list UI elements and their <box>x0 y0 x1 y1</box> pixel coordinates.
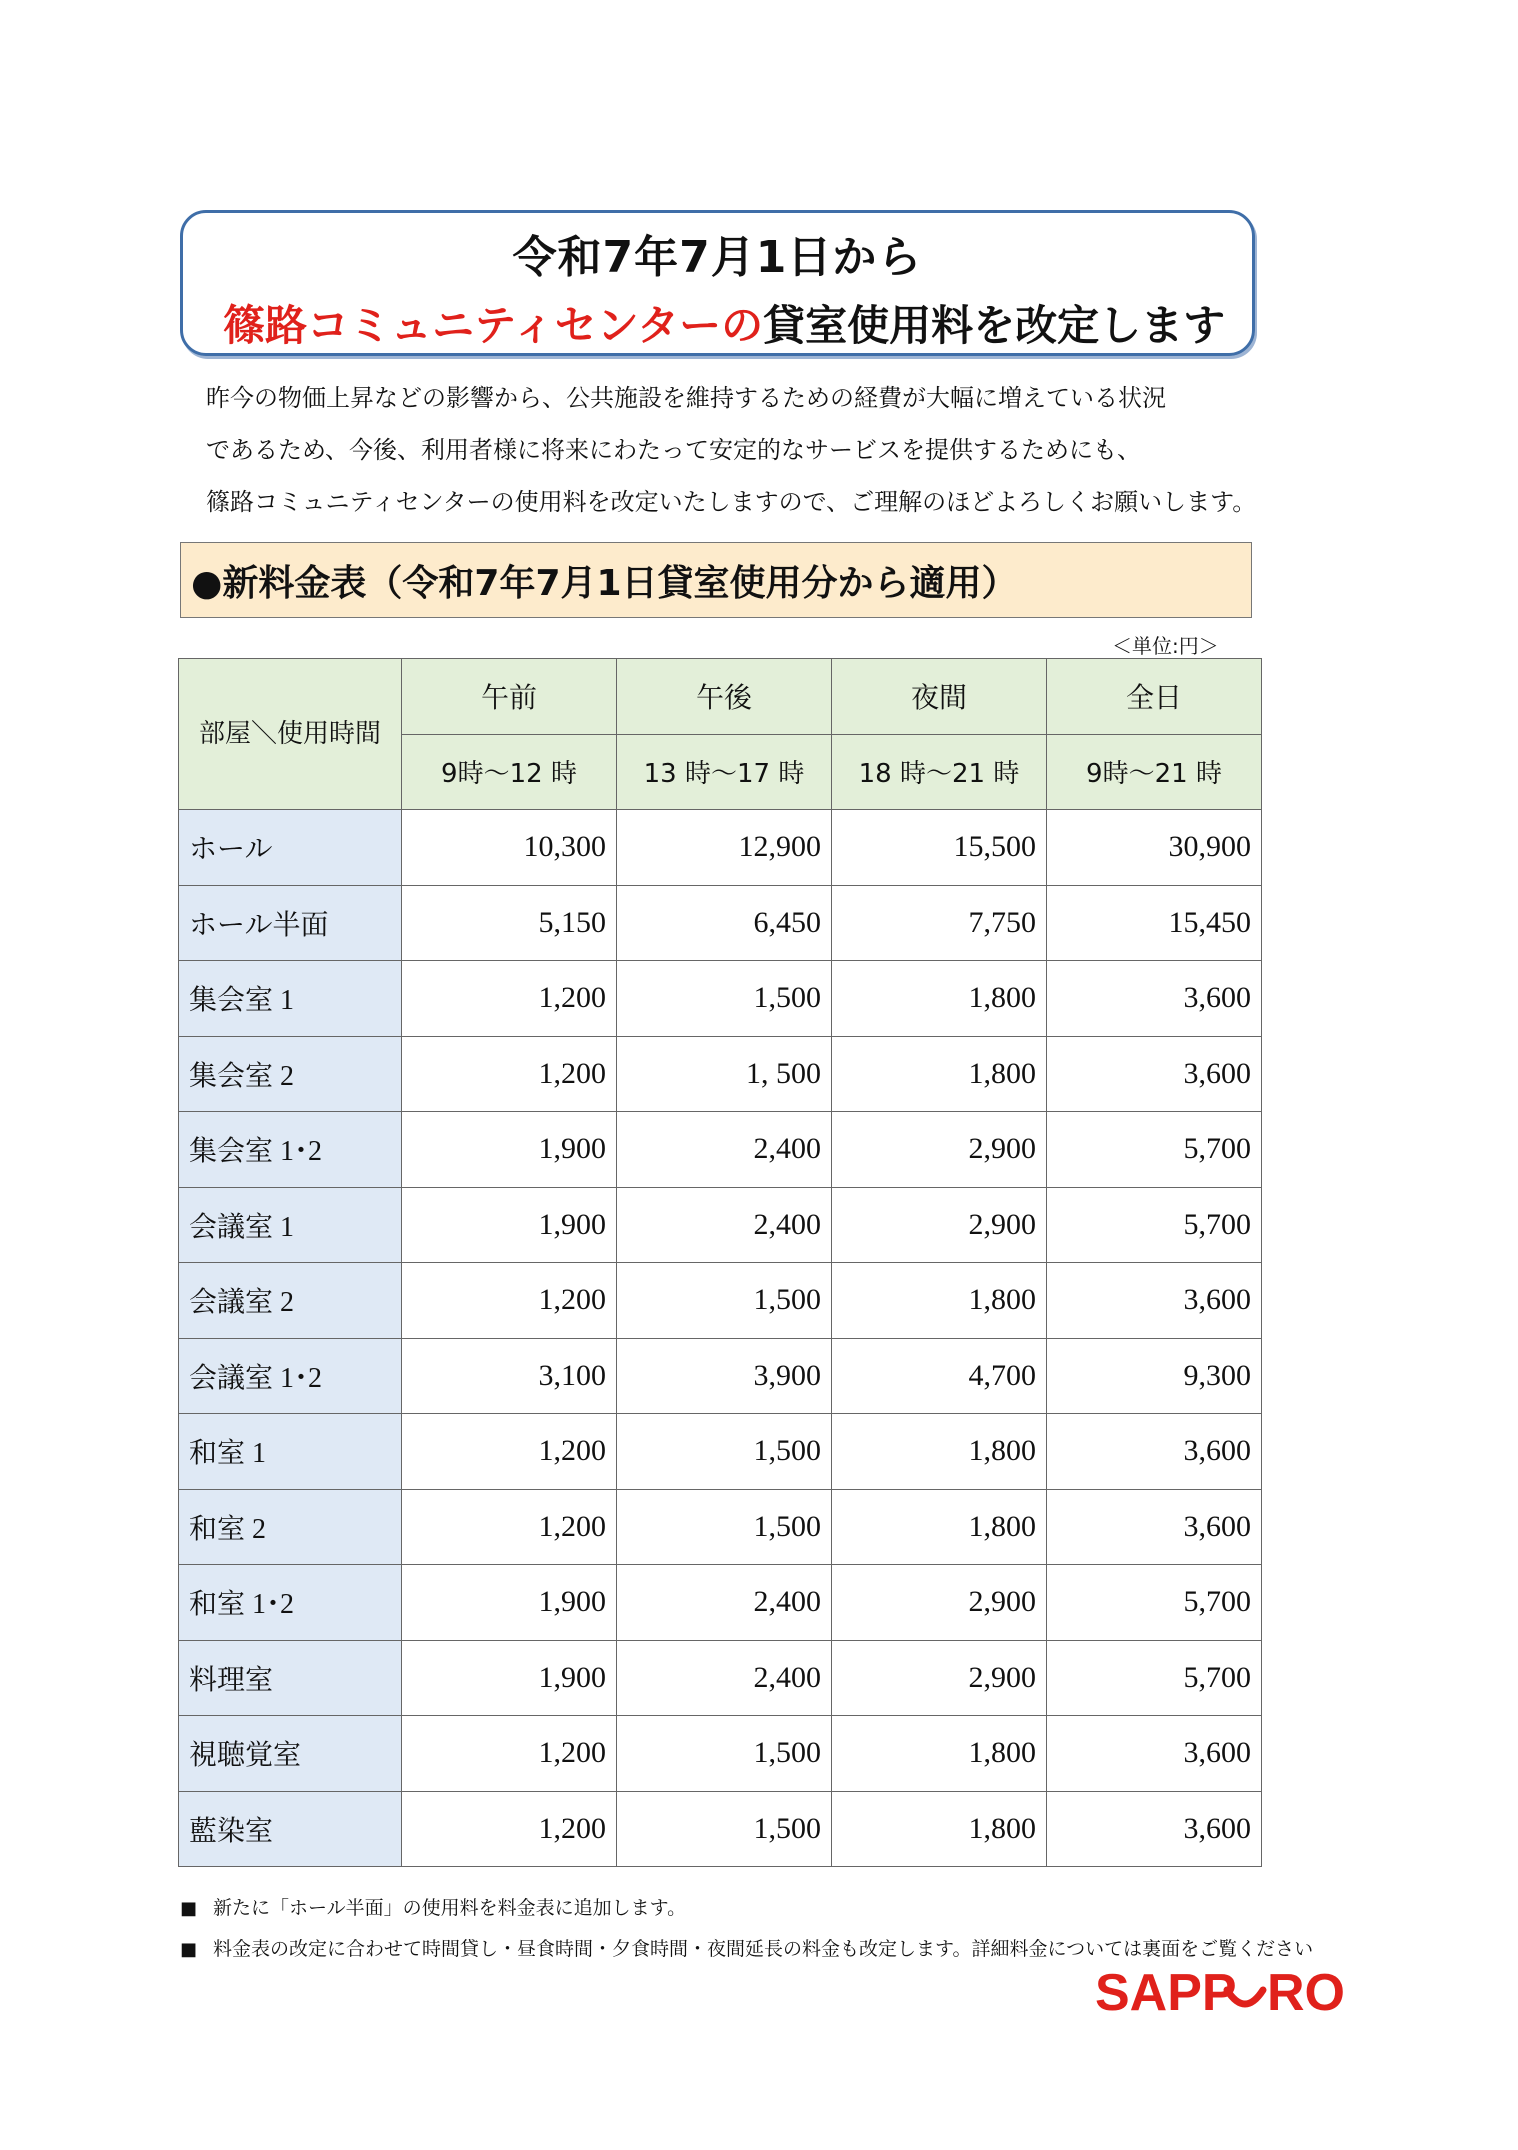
room-name-cell: 会議室 1･2 <box>179 1338 402 1414</box>
fee-cell: 1,500 <box>617 961 832 1037</box>
title-main <box>223 293 1225 353</box>
fee-cell: 1,500 <box>617 1414 832 1490</box>
fee-cell: 2,900 <box>832 1640 1047 1716</box>
fee-cell: 15,450 <box>1047 885 1262 961</box>
room-name-cell: 会議室 1 <box>179 1187 402 1263</box>
fee-cell: 1,200 <box>402 961 617 1037</box>
fee-cell: 1,200 <box>402 1036 617 1112</box>
time-header: 13 時～17 時 <box>617 734 832 810</box>
fee-cell: 5,150 <box>402 885 617 961</box>
table-row <box>179 1716 1262 1792</box>
corner-header: 部屋＼使用時間 <box>179 659 402 810</box>
room-name-cell: 会議室 2 <box>179 1263 402 1339</box>
fee-cell: 1,900 <box>402 1640 617 1716</box>
room-name-cell: 集会室 1･2 <box>179 1112 402 1188</box>
unit-note: ＜単位:円＞ <box>1112 634 1219 658</box>
svg-text:SAPP: SAPP <box>1095 1964 1237 2022</box>
table-row <box>179 885 1262 961</box>
fee-cell: 1,800 <box>832 1489 1047 1565</box>
title-action: 貸室使用料を改定します <box>763 301 1226 350</box>
fee-cell: 1,500 <box>617 1716 832 1792</box>
table-row <box>179 1263 1262 1339</box>
time-header: 9時～12 時 <box>402 734 617 810</box>
fee-cell: 3,600 <box>1047 1036 1262 1112</box>
period-header: 夜間 <box>832 659 1047 735</box>
fee-cell: 10,300 <box>402 810 617 886</box>
fee-cell: 1,200 <box>402 1716 617 1792</box>
intro-line: 篠路コミュニティセンターの使用料を改定いたしますので、ご理解のほどよろしくお願いします。 <box>206 488 1257 516</box>
fee-cell: 1,800 <box>832 1414 1047 1490</box>
intro-line: 昨今の物価上昇などの影響から、公共施設を維持するための経費が大幅に増えている状況 <box>206 384 1166 412</box>
room-name-cell: 集会室 1 <box>179 961 402 1037</box>
note-text: 料金表の改定に合わせて時間貸し・昼食時間・夕食時間・夜間延長の料金も改定します。詳細料金については裏面をご覧ください <box>213 1938 1314 1960</box>
fee-cell: 15,500 <box>832 810 1047 886</box>
square-bullet-icon: ■ <box>180 1939 198 1960</box>
fee-cell: 3,600 <box>1047 1263 1262 1339</box>
table-row <box>179 1640 1262 1716</box>
title-date: 令和7年7月1日から <box>512 232 923 283</box>
fee-cell: 1,800 <box>832 1036 1047 1112</box>
fee-cell: 1,800 <box>832 961 1047 1037</box>
table-row <box>179 1791 1262 1867</box>
fee-table-body <box>179 810 1262 1867</box>
fee-cell: 2,400 <box>617 1640 832 1716</box>
fee-cell: 1,800 <box>832 1263 1047 1339</box>
fee-cell: 1,200 <box>402 1414 617 1490</box>
fee-cell: 1,800 <box>832 1791 1047 1867</box>
room-name-cell: 視聴覚室 <box>179 1716 402 1792</box>
room-name-cell: 集会室 2 <box>179 1036 402 1112</box>
table-row <box>179 1414 1262 1490</box>
table-row <box>179 1338 1262 1414</box>
fee-cell: 6,450 <box>617 885 832 961</box>
fee-cell: 9,300 <box>1047 1338 1262 1414</box>
fee-cell: 7,750 <box>832 885 1047 961</box>
room-name-cell: ホール <box>179 810 402 886</box>
fee-cell: 2,900 <box>832 1187 1047 1263</box>
fee-cell: 1,500 <box>617 1263 832 1339</box>
fee-cell: 1,200 <box>402 1791 617 1867</box>
room-name-cell: 藍染室 <box>179 1791 402 1867</box>
room-name-cell: ホール半面 <box>179 885 402 961</box>
fee-cell: 3,100 <box>402 1338 617 1414</box>
note-text: 新たに「ホール半面」の使用料を料金表に追加します。 <box>213 1897 687 1919</box>
fee-cell: 2,900 <box>832 1112 1047 1188</box>
fee-cell: 3,600 <box>1047 1489 1262 1565</box>
table-row <box>179 810 1262 886</box>
room-name-cell: 和室 1 <box>179 1414 402 1490</box>
fee-cell: 5,700 <box>1047 1565 1262 1641</box>
period-header: 午後 <box>617 659 832 735</box>
note-item <box>180 1888 1313 1929</box>
room-name-cell: 和室 2 <box>179 1489 402 1565</box>
fee-cell: 2,400 <box>617 1112 832 1188</box>
room-name-cell: 料理室 <box>179 1640 402 1716</box>
fee-cell: 30,900 <box>1047 810 1262 886</box>
fee-cell: 1, 500 <box>617 1036 832 1112</box>
table-row <box>179 1489 1262 1565</box>
fee-cell: 4,700 <box>832 1338 1047 1414</box>
sapporo-logo <box>1095 1960 1345 2022</box>
time-header: 18 時～21 時 <box>832 734 1047 810</box>
table-row <box>179 1112 1262 1188</box>
fee-cell: 1,900 <box>402 1112 617 1188</box>
fee-cell: 5,700 <box>1047 1187 1262 1263</box>
table-row <box>179 1565 1262 1641</box>
fee-cell: 1,200 <box>402 1263 617 1339</box>
room-name-cell: 和室 1･2 <box>179 1565 402 1641</box>
fee-cell: 12,900 <box>617 810 832 886</box>
fee-cell: 1,800 <box>832 1716 1047 1792</box>
fee-table <box>178 658 1262 1867</box>
fee-cell: 1,200 <box>402 1489 617 1565</box>
fee-cell: 2,900 <box>832 1565 1047 1641</box>
table-row <box>179 961 1262 1037</box>
fee-cell: 1,900 <box>402 1565 617 1641</box>
square-bullet-icon: ■ <box>180 1898 198 1919</box>
intro-paragraph <box>206 372 1326 528</box>
fee-cell: 3,600 <box>1047 1414 1262 1490</box>
period-header: 午前 <box>402 659 617 735</box>
fee-cell: 2,400 <box>617 1187 832 1263</box>
fee-cell: 3,600 <box>1047 1791 1262 1867</box>
section-title: ●新料金表（令和7年7月1日貸室使用分から適用） <box>191 563 1018 604</box>
fee-cell: 1,500 <box>617 1791 832 1867</box>
title-box <box>180 210 1255 356</box>
notes <box>180 1888 1313 1970</box>
fee-cell: 1,500 <box>617 1489 832 1565</box>
title-facility-name: 篠路コミュニティセンターの <box>223 301 764 350</box>
table-row <box>179 1036 1262 1112</box>
fee-cell: 1,900 <box>402 1187 617 1263</box>
fee-cell: 3,900 <box>617 1338 832 1414</box>
period-header: 全日 <box>1047 659 1262 735</box>
intro-line: であるため、今後、利用者様に将来にわたって安定的なサービスを提供するためにも、 <box>206 436 1142 464</box>
fee-cell: 2,400 <box>617 1565 832 1641</box>
fee-cell: 5,700 <box>1047 1640 1262 1716</box>
svg-text:RO: RO <box>1267 1964 1345 2022</box>
table-row <box>179 1187 1262 1263</box>
fee-cell: 3,600 <box>1047 961 1262 1037</box>
time-header: 9時～21 時 <box>1047 734 1262 810</box>
fee-cell: 5,700 <box>1047 1112 1262 1188</box>
fee-cell: 3,600 <box>1047 1716 1262 1792</box>
section-header <box>180 542 1252 618</box>
